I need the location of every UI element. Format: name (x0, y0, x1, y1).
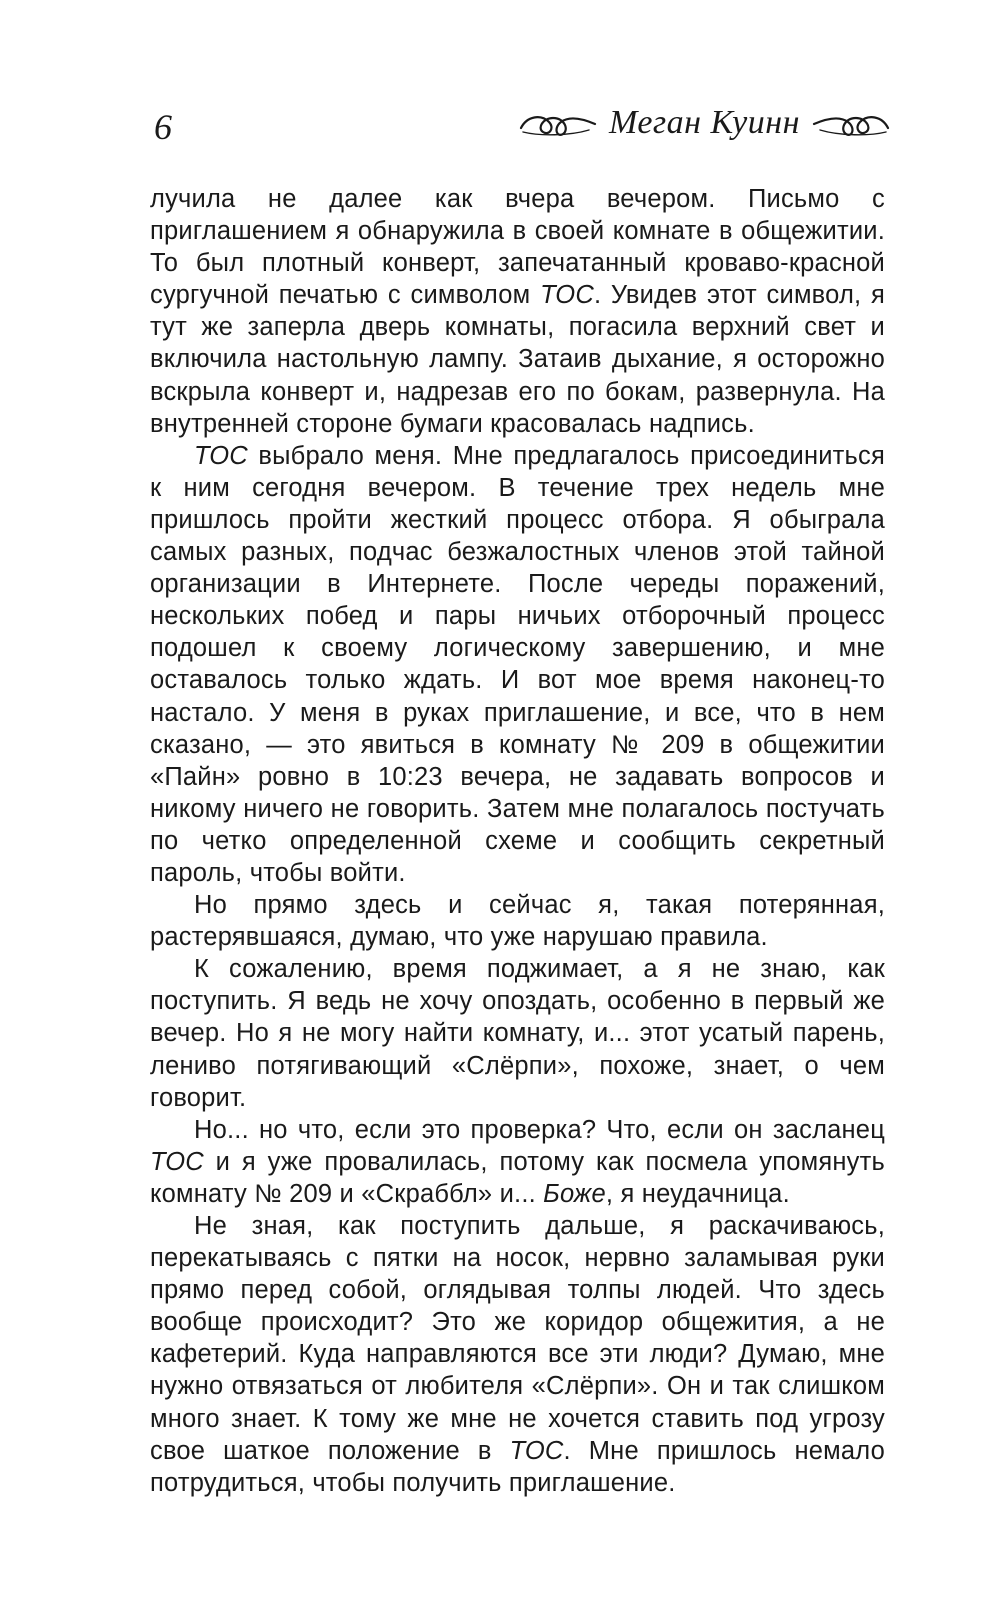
flourish-left-icon (519, 106, 597, 140)
p2-tos: ТОС (194, 441, 248, 470)
body-text (150, 183, 885, 1499)
page-number: 6 (154, 107, 172, 147)
paragraph-3: Но прямо здесь и сейчас я, такая потерянная, растерявшаяся, думаю, что уже нарушаю правила. (150, 891, 885, 952)
p6-text-a: Не зная, как поступить дальше, я раскачиваюсь, перекатываясь с пятки на носок, нервно заламывая руки прямо перед собой, оглядывая толпы людей. Что здесь вообще происходит? Это же коридор общежития, а не кафетерий. Куда направляются все эти люди? Думаю, мне нужно отвязаться от любителя «Слёрпи». Он и так слишком много знает. К тому же мне не хочется ставить под угрозу свое шаткое положение в (150, 1212, 885, 1465)
paragraph-5 (150, 1114, 885, 1210)
p5-bozhe: Боже (543, 1179, 606, 1208)
p1-text-a: лучила не далее как вчера вечером. Письмо с приглашением я обнаружила в своей комнате в общежитии. То был плотный конверт, запечатанный кроваво-красной сургучной печатью с символом (150, 185, 885, 310)
p6-tos: ТОС (509, 1436, 564, 1465)
flourish-right-icon (812, 106, 890, 140)
p1-tos: ТОС (540, 281, 594, 310)
paragraph-6 (150, 1210, 885, 1499)
p2-text-a: выбрало меня. Мне предлагалось присоединиться к ним сегодня вечером. В течение трех недель мне пришлось пройти жесткий процесс отбора. Я обыграла самых разных, подчас безжалостных членов этой тайной организации в Интернете. После череды поражений, нескольких побед и пары ничьих отборочный процесс подошел к своему логическому завершению, и мне оставалось только ждать. И вот мое время наконец-то настало. У меня в руках приглашение, и все, что в нем сказано, — это явиться в комнату № 209 в общежитии «Пайн» ровно в 10:23 вечера, не задавать вопросов и никому ничего не говорить. Затем мне полагалось постучать по четко определенной схеме и сообщить секретный пароль, чтобы войти. (150, 441, 885, 887)
p5-text-c: , я неудачница. (605, 1179, 790, 1208)
paragraph-1 (150, 183, 885, 440)
p1-text-b: . Увидев этот символ, я тут же заперла дверь комнаты, погасила верхний свет и включила настольную лампу. Затаив дыхание, я осторожно вскрыла конверт и, надрезав его по бокам, развернула. На внутренней стороне бумаги красовалась надпись. (150, 281, 886, 438)
running-head (519, 104, 890, 142)
p5-text-b: и я уже провалилась, потому как посмела упомянуть комнату № 209 и «Скраббл» и... (150, 1147, 885, 1208)
paragraph-2 (150, 440, 885, 889)
p5-text-a: Но... но что, если это проверка? Что, если он засланец (194, 1115, 885, 1144)
p5-tos: ТОС (150, 1147, 204, 1176)
p6-text-b: . Мне пришлось немало потрудиться, чтобы получить приглашение. (150, 1436, 885, 1497)
author-name: Меган Куинн (608, 104, 800, 141)
paragraph-4: К сожалению, время поджимает, а я не знаю, как поступить. Я ведь не хочу опоздать, особенно в первый же вечер. Но я не могу найти комнату, и... этот усатый парень, лениво потягивающий «Слёрпи», похоже, знает, о чем говорит. (150, 955, 885, 1112)
page-header (150, 100, 890, 170)
